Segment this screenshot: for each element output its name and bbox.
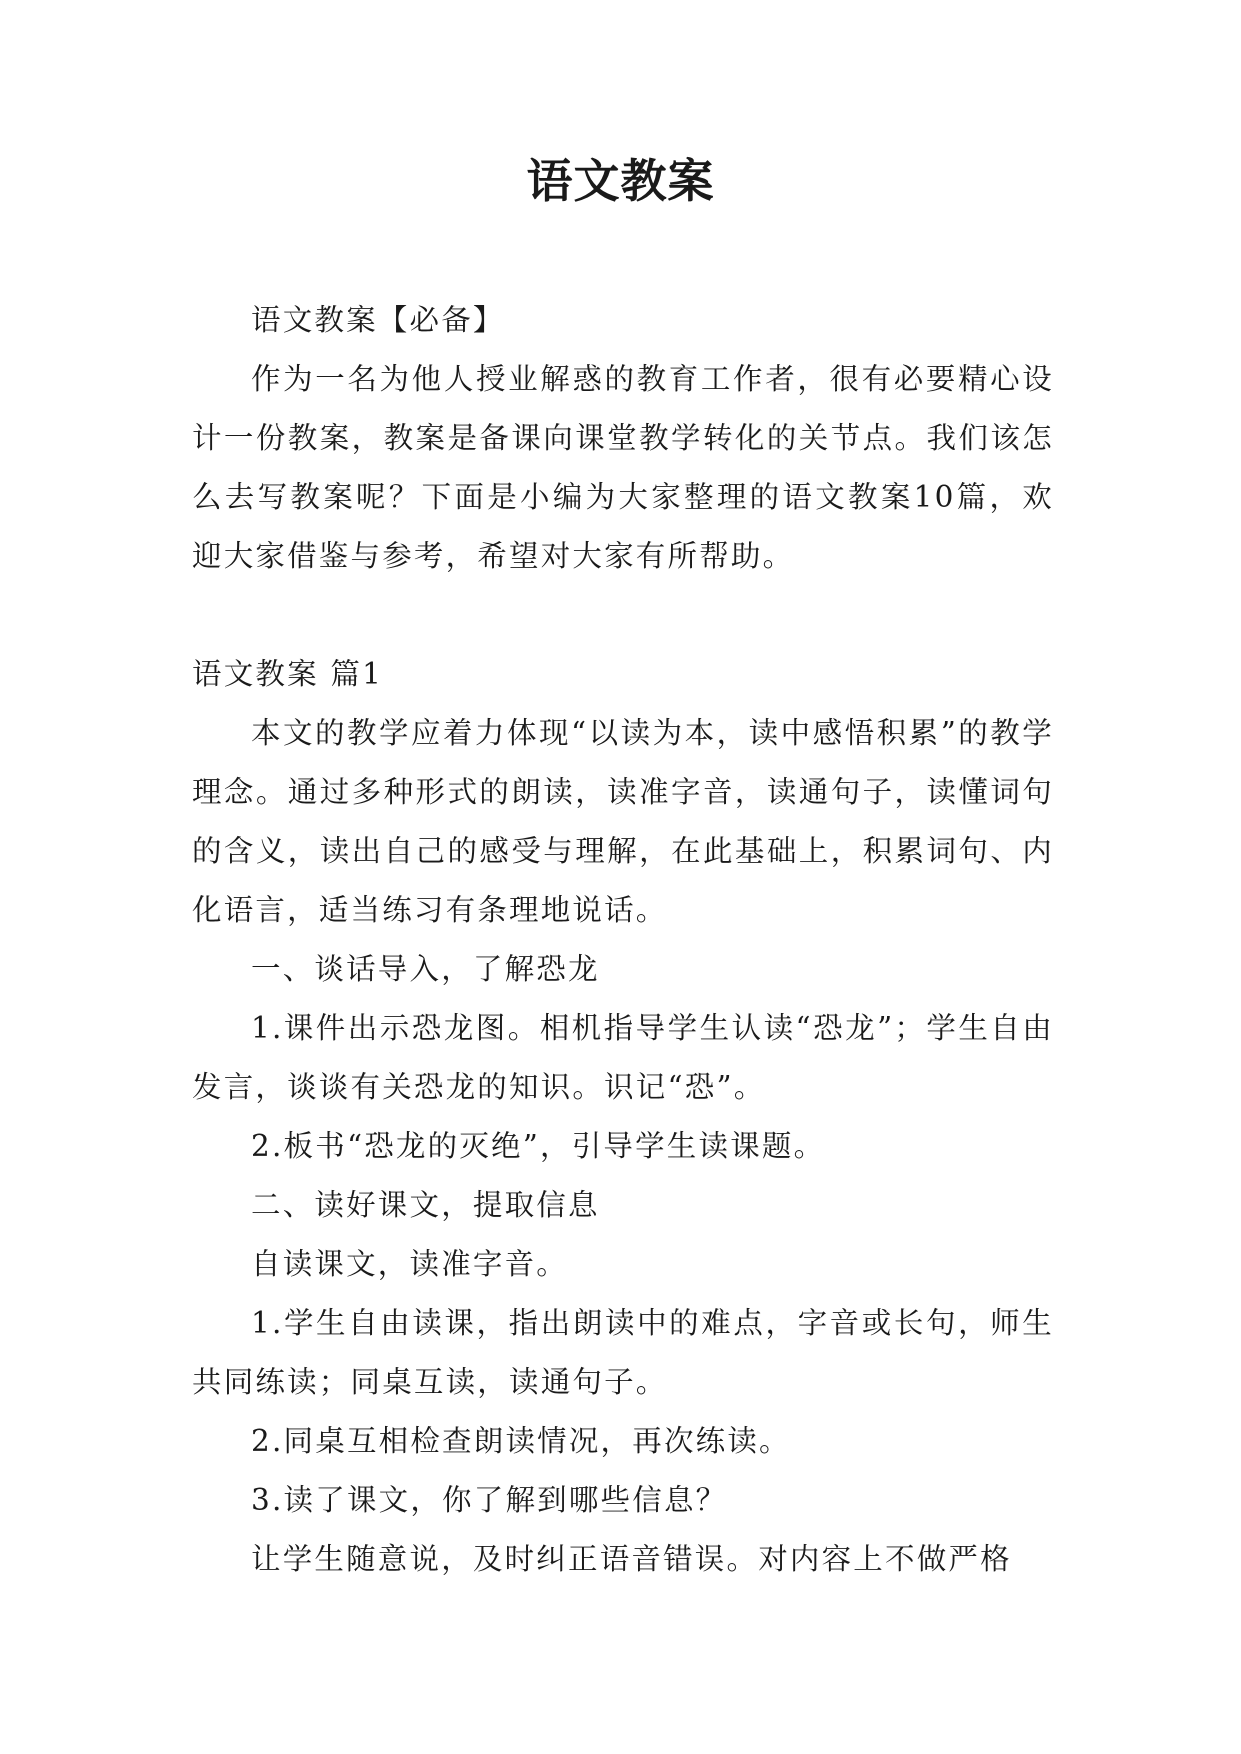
paragraph: 3.读了课文，你了解到哪些信息？ — [251, 1483, 728, 1517]
paragraph: 一、谈话导入，了解恐龙 — [251, 952, 600, 986]
document-subtitle: 语文教案【必备】 — [251, 303, 505, 337]
document-title: 语文教案 — [526, 154, 715, 208]
paragraph: 1.学生自由读课，指出朗读中的难点，字音或长句，师生共同练读；同桌互读，读通句子。 — [192, 1306, 1054, 1399]
paragraph: 自读课文，读准字音。 — [251, 1247, 569, 1281]
paragraph: 1.课件出示恐龙图。相机指导学生认读“恐龙”；学生自由发言，谈谈有关恐龙的知识。识记“恐”。 — [192, 1011, 1054, 1104]
paragraph: 本文的教学应着力体现“以读为本，读中感悟积累”的教学理念。通过多种形式的朗读，读准字音，读通句子，读懂词句的含义，读出自己的感受与理解，在此基础上，积累词句、内化语言，适当练习有条理地说话。 — [192, 716, 1054, 927]
intro-paragraph: 作为一名为他人授业解惑的教育工作者，很有必要精心设计一份教案，教案是备课向课堂教学转化的关节点。我们该怎么去写教案呢？下面是小编为大家整理的语文教案10篇，欢迎大家借鉴与参考，希望对大家有所帮助。 — [192, 362, 1054, 573]
section-spacer — [192, 586, 1054, 645]
paragraph: 二、读好课文，提取信息 — [251, 1188, 600, 1222]
section-heading: 语文教案 篇1 — [192, 657, 384, 691]
document-body — [192, 291, 1054, 1589]
paragraph: 2.板书“恐龙的灭绝”，引导学生读课题。 — [251, 1129, 826, 1163]
paragraph: 2.同桌互相检查朗读情况，再次练读。 — [251, 1424, 791, 1458]
paragraph: 让学生随意说，及时纠正语音错误。对内容上不做严格 — [251, 1542, 1012, 1576]
